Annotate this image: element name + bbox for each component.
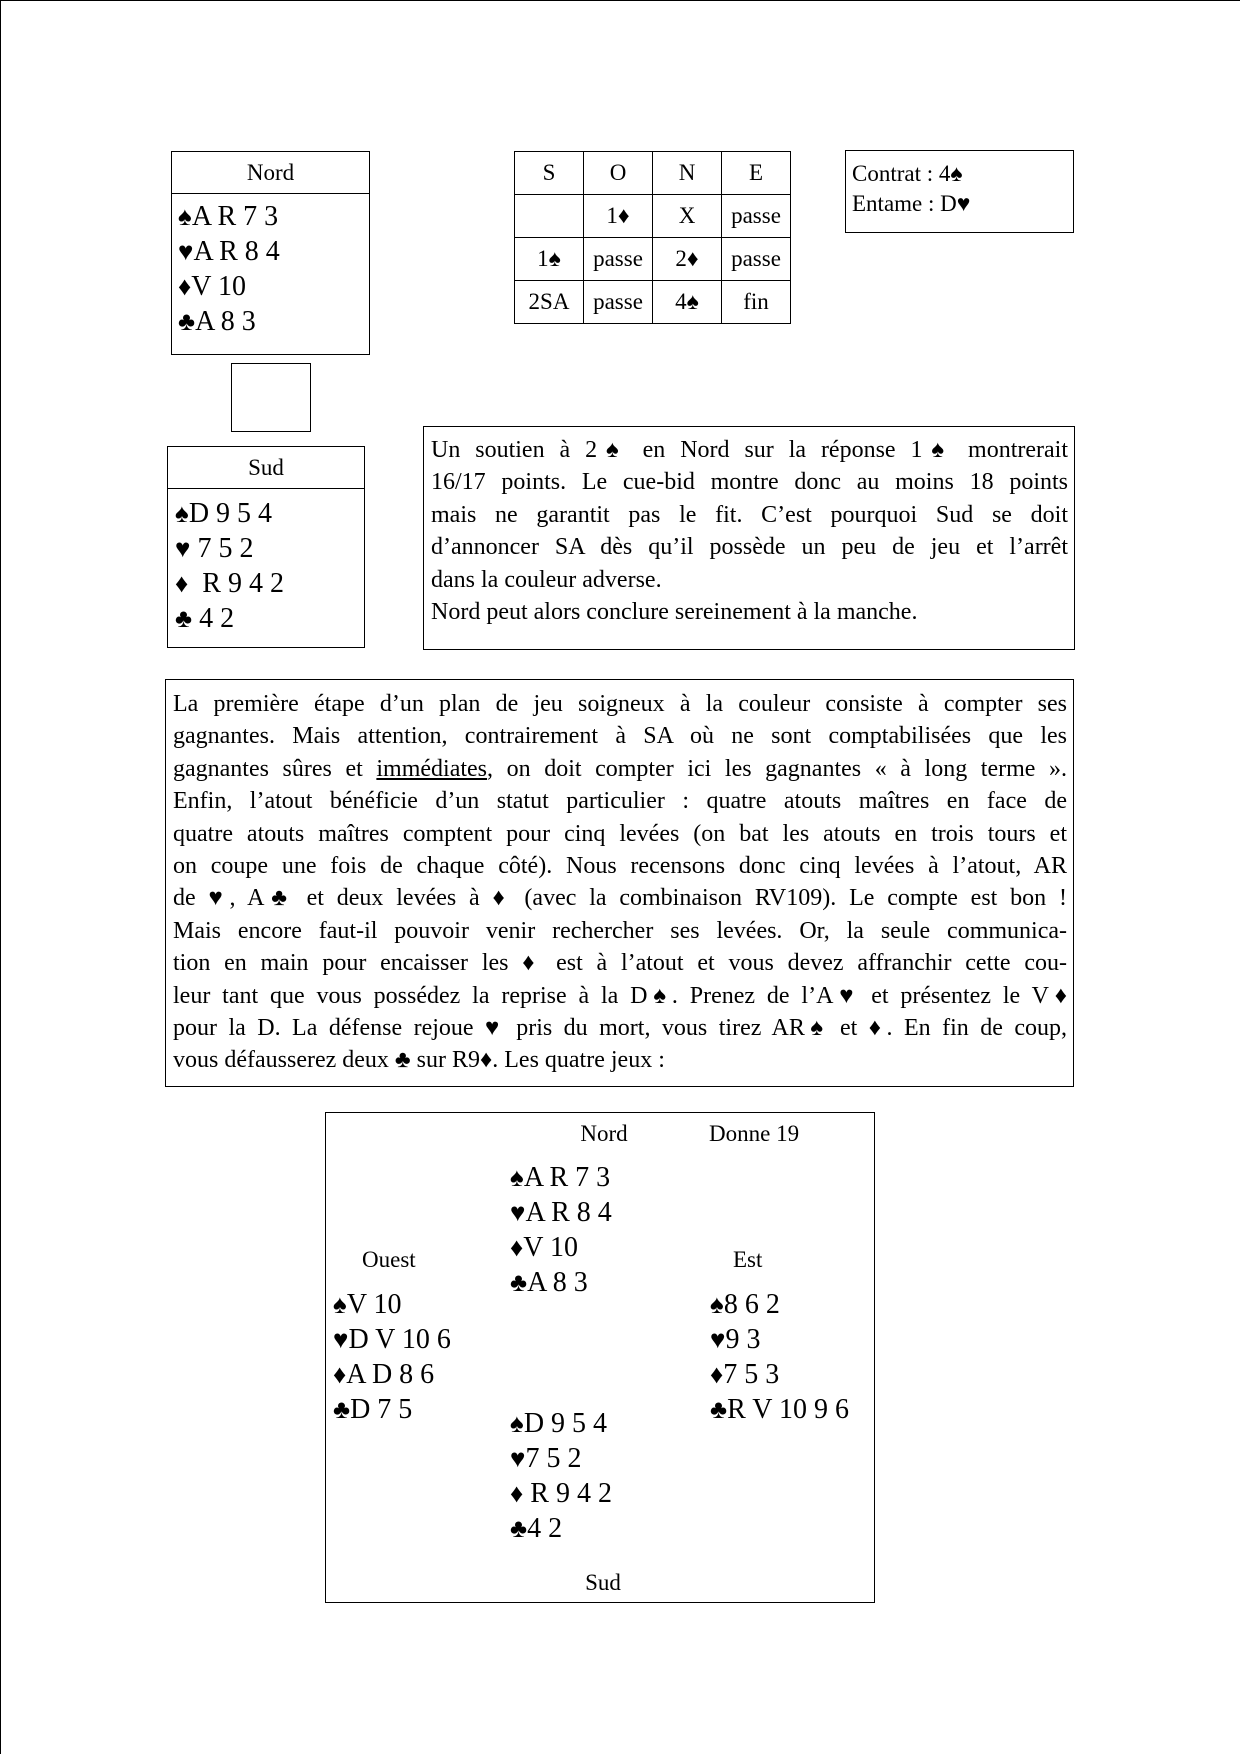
diamond-cards: 7 5 3 [723,1359,780,1390]
north-title: Nord [172,152,369,194]
analysis-line: La première étape d’un plan de jeu soigneux à la couleur consiste à compter ses [173,691,1067,717]
spade-cards: A R 7 3 [191,201,279,232]
spade-icon: ♠ [510,1163,524,1192]
heart-icon: ♥ [710,1325,726,1354]
heart-icon: ♥ [510,1444,526,1473]
club-icon: ♣ [710,1395,728,1424]
hand-line-diamonds [510,1230,612,1265]
comment-line: Un soutien à 2♠ en Nord sur la réponse 1♠ montrerait [431,437,1068,463]
bidding-header-row [515,152,791,195]
bidding-header-cell: N [653,152,722,195]
spade-icon: ♠ [175,499,189,528]
club-icon: ♣ [333,1395,351,1424]
hand-line-diamonds [510,1476,612,1511]
analysis-line: Enfin, l’atout bénéficie d’un statut particulier : quatre atouts maîtres en face de [173,788,1067,815]
comment-line: mais ne garantit pas le fit. C’est pourquoi Sud se doit [431,501,1068,528]
heart-cards: A R 8 4 [525,1197,612,1228]
heart-icon: ♥ [175,534,191,563]
underlined-word: immédiates [376,755,488,782]
contract-text: Contrat : 4♠ [852,161,963,186]
hand-line-clubs [510,1511,612,1546]
club-icon: ♣ [510,1514,528,1543]
analysis-line: vous défausserez deux ♣ sur R9♦. Les quatre jeux : [173,1047,665,1074]
spade-cards: V 10 [346,1289,402,1320]
bidding-table [514,151,791,324]
deal-west-hand [333,1287,451,1427]
diamond-icon: ♦ [710,1360,724,1389]
bidding-row [515,195,791,238]
diamond-icon: ♦ [175,569,189,598]
diamond-icon: ♦ [333,1360,347,1389]
hand-line-clubs [175,601,364,636]
club-cards: D 7 5 [350,1394,413,1425]
bidding-row [515,281,791,324]
deal-south-hand [510,1406,612,1546]
comment-line: Nord peut alors conclure sereinement à la manche. [431,599,918,626]
analysis-line: de ♥, A♣ et deux levées à ♦ (avec la combinaison RV109). Le compte est bon ! [173,885,1067,912]
west-label: Ouest [362,1247,416,1272]
diamond-icon: ♦ [178,272,192,301]
club-cards: R V 10 9 6 [727,1394,849,1425]
club-icon: ♣ [510,1268,528,1297]
diamond-cards: R 9 4 2 [188,568,284,599]
north-hand [172,194,369,339]
hand-line-spades [175,496,364,531]
heart-icon: ♥ [510,1198,526,1227]
diamond-icon: ♦ [510,1479,524,1508]
comment-line: dans la couleur adverse. [431,566,662,593]
analysis-line: tion en main pour encaisser les ♦ est à l’atout et vous devez affranchir cette cou- [173,950,1067,977]
deal-diagram [325,1112,875,1603]
analysis-text: gagnantes sûres et [173,755,377,782]
hand-line-diamonds [710,1357,849,1392]
bidding-cell [515,195,584,238]
bidding-cell: passe [722,195,791,238]
hand-line-spades [333,1287,451,1322]
spade-icon: ♠ [710,1290,724,1319]
bidding-cell: passe [584,238,653,281]
south-hand-box [167,446,365,648]
lead-text: Entame : D♥ [852,191,971,216]
south-label: Sud [585,1570,621,1595]
club-icon: ♣ [178,307,196,336]
spade-icon: ♠ [333,1290,347,1319]
spade-icon: ♠ [510,1409,524,1438]
table-square [231,363,311,432]
heart-cards: 9 3 [725,1324,761,1355]
hand-line-spades [510,1160,612,1195]
hand-line-diamonds [178,269,369,304]
south-title: Sud [168,447,364,489]
bidding-cell: 2SA [515,281,584,324]
spade-cards: D 9 5 4 [523,1408,608,1439]
analysis-line: on coupe une fois de chaque côté). Nous recensons donc cinq levées à l’atout, AR [173,853,1067,880]
hand-line-diamonds [175,566,364,601]
north-label: Nord [580,1121,628,1146]
spade-icon: ♠ [178,202,192,231]
hand-line-hearts [333,1322,451,1357]
diamond-cards: V 10 [523,1232,578,1263]
analysis-line: pour la D. La défense rejoue ♥ pris du mort, vous tirez AR♠ et ♦. En fin de coup, [173,1015,1067,1042]
bidding-header-cell: S [515,152,584,195]
heart-cards: D V 10 6 [348,1324,451,1355]
hand-line-clubs [510,1265,612,1300]
bidding-cell: fin [722,281,791,324]
club-cards: A 8 3 [527,1267,588,1298]
heart-cards: 7 5 2 [525,1443,582,1474]
board-number: Donne 19 [709,1121,800,1146]
bidding-cell: passe [584,281,653,324]
contract-box [845,150,1074,233]
spade-cards: D 9 5 4 [188,498,273,529]
spade-cards: 8 6 2 [723,1289,780,1320]
club-cards: A 8 3 [195,306,256,337]
hand-line-hearts [178,234,369,269]
bidding-cell: X [653,195,722,238]
diamond-cards: R 9 4 2 [523,1478,612,1509]
hand-line-clubs [178,304,369,339]
comment-line: 16/17 points. Le cue-bid montre donc au moins 18 points [431,469,1068,496]
diamond-cards: V 10 [191,271,246,302]
heart-icon: ♥ [178,237,194,266]
deal-north-hand [510,1160,612,1300]
analysis-line: Mais encore faut-il pouvoir venir rechercher ses levées. Or, la seule communica- [173,917,1067,944]
heart-cards: 7 5 2 [190,533,254,564]
bidding-header-cell: O [584,152,653,195]
spade-cards: A R 7 3 [523,1162,611,1193]
hand-line-spades [510,1406,612,1441]
east-label: Est [733,1247,763,1272]
hand-line-clubs [333,1392,451,1427]
club-icon: ♣ [175,604,193,633]
comment-line: d’annoncer SA dès qu’il possède un peu de jeu et l’arrêt [431,534,1068,561]
analysis-line [173,753,1067,785]
bidding-cell: 4♠ [653,281,722,324]
hand-line-hearts [710,1322,849,1357]
diamond-cards: A D 8 6 [346,1359,435,1390]
hand-line-spades [178,199,369,234]
bidding-cell: passe [722,238,791,281]
bidding-row [515,238,791,281]
heart-cards: A R 8 4 [193,236,280,267]
hand-line-hearts [510,1195,612,1230]
bidding-comment-box [423,426,1075,650]
analysis-line: gagnantes. Mais attention, contrairement à SA où ne sont comptabilisées que les [173,723,1067,750]
analysis-line: quatre atouts maîtres comptent pour cinq levées (on bat les atouts en trois tours et [173,820,1067,847]
play-analysis-box [165,679,1074,1087]
hand-line-hearts [510,1441,612,1476]
bidding-header-cell: E [722,152,791,195]
hand-line-hearts [175,531,364,566]
club-cards: 4 2 [192,603,235,634]
analysis-line: leur tant que vous possédez la reprise à la D♠. Prenez de l’A♥ et présentez le V♦ [173,982,1067,1009]
analysis-text: , on doit compter ici les gagnantes « à long terme ». [487,755,1067,782]
south-hand [168,489,364,636]
hand-line-spades [710,1287,849,1322]
north-hand-box [171,151,370,355]
club-cards: 4 2 [527,1513,563,1544]
diamond-icon: ♦ [510,1233,524,1262]
deal-east-hand [710,1287,849,1427]
hand-line-clubs [710,1392,849,1427]
bidding-cell: 2♦ [653,238,722,281]
heart-icon: ♥ [333,1325,349,1354]
hand-line-diamonds [333,1357,451,1392]
bidding-cell: 1♦ [584,195,653,238]
bidding-cell: 1♠ [515,238,584,281]
